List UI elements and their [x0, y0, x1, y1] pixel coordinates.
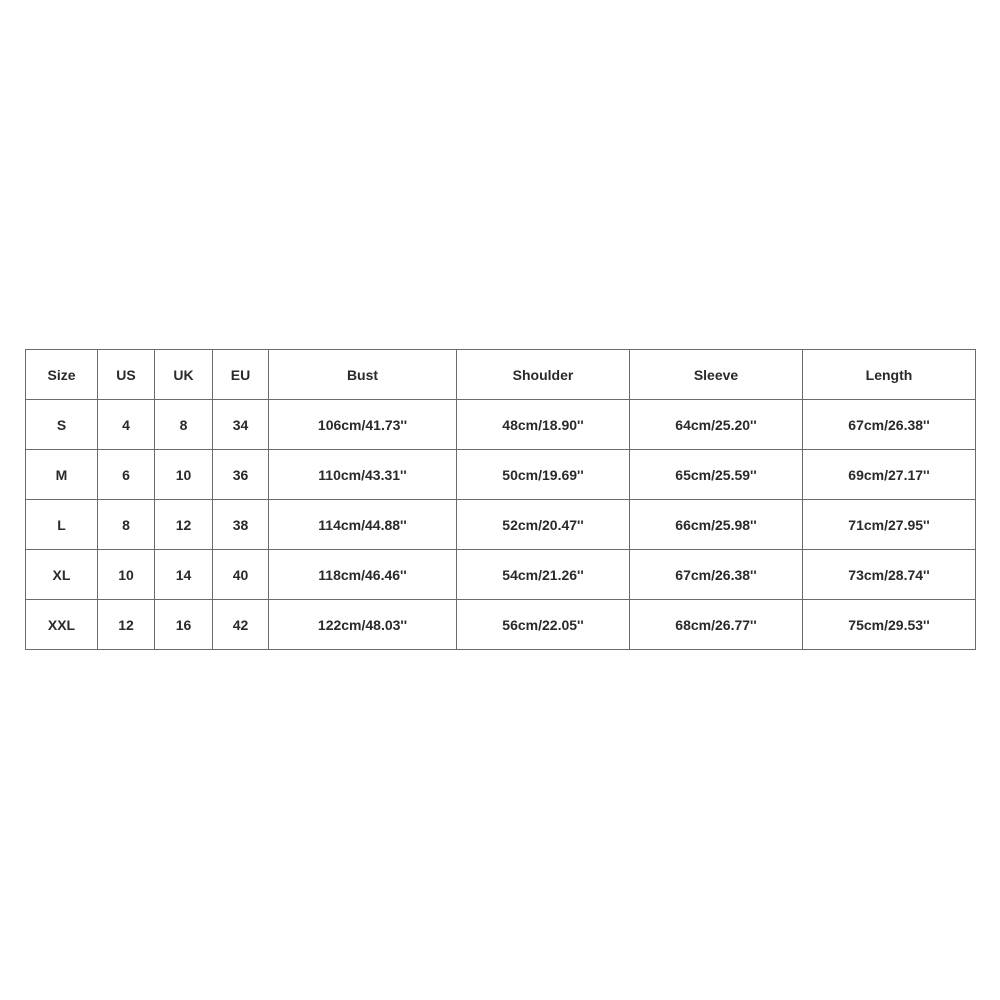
cell-eu: 42 — [213, 600, 269, 650]
size-chart-header — [26, 350, 976, 400]
cell-sleeve: 65cm/25.59'' — [630, 450, 803, 500]
cell-shoulder: 54cm/21.26'' — [457, 550, 630, 600]
cell-bust: 114cm/44.88'' — [269, 500, 457, 550]
cell-bust: 122cm/48.03'' — [269, 600, 457, 650]
cell-eu: 34 — [213, 400, 269, 450]
cell-size: XL — [26, 550, 98, 600]
cell-length: 69cm/27.17'' — [803, 450, 976, 500]
header-us: US — [98, 350, 155, 400]
cell-length: 67cm/26.38'' — [803, 400, 976, 450]
table-row — [26, 550, 976, 600]
cell-size: L — [26, 500, 98, 550]
header-eu: EU — [213, 350, 269, 400]
cell-bust: 118cm/46.46'' — [269, 550, 457, 600]
cell-bust: 110cm/43.31'' — [269, 450, 457, 500]
header-shoulder: Shoulder — [457, 350, 630, 400]
cell-size: M — [26, 450, 98, 500]
cell-uk: 8 — [155, 400, 213, 450]
cell-shoulder: 52cm/20.47'' — [457, 500, 630, 550]
size-chart-body — [26, 400, 976, 650]
table-row — [26, 600, 976, 650]
header-row — [26, 350, 976, 400]
header-size: Size — [26, 350, 98, 400]
table-row — [26, 400, 976, 450]
cell-sleeve: 67cm/26.38'' — [630, 550, 803, 600]
cell-us: 6 — [98, 450, 155, 500]
table-row — [26, 450, 976, 500]
header-uk: UK — [155, 350, 213, 400]
cell-eu: 36 — [213, 450, 269, 500]
cell-shoulder: 48cm/18.90'' — [457, 400, 630, 450]
cell-shoulder: 50cm/19.69'' — [457, 450, 630, 500]
cell-sleeve: 64cm/25.20'' — [630, 400, 803, 450]
header-bust: Bust — [269, 350, 457, 400]
cell-us: 10 — [98, 550, 155, 600]
header-length: Length — [803, 350, 976, 400]
cell-uk: 12 — [155, 500, 213, 550]
cell-uk: 10 — [155, 450, 213, 500]
cell-uk: 14 — [155, 550, 213, 600]
cell-eu: 40 — [213, 550, 269, 600]
size-chart-table — [25, 349, 976, 650]
cell-size: S — [26, 400, 98, 450]
cell-bust: 106cm/41.73'' — [269, 400, 457, 450]
cell-sleeve: 66cm/25.98'' — [630, 500, 803, 550]
header-sleeve: Sleeve — [630, 350, 803, 400]
cell-length: 75cm/29.53'' — [803, 600, 976, 650]
cell-uk: 16 — [155, 600, 213, 650]
cell-us: 8 — [98, 500, 155, 550]
cell-eu: 38 — [213, 500, 269, 550]
cell-size: XXL — [26, 600, 98, 650]
cell-length: 71cm/27.95'' — [803, 500, 976, 550]
cell-us: 4 — [98, 400, 155, 450]
cell-sleeve: 68cm/26.77'' — [630, 600, 803, 650]
table-row — [26, 500, 976, 550]
cell-length: 73cm/28.74'' — [803, 550, 976, 600]
cell-us: 12 — [98, 600, 155, 650]
cell-shoulder: 56cm/22.05'' — [457, 600, 630, 650]
